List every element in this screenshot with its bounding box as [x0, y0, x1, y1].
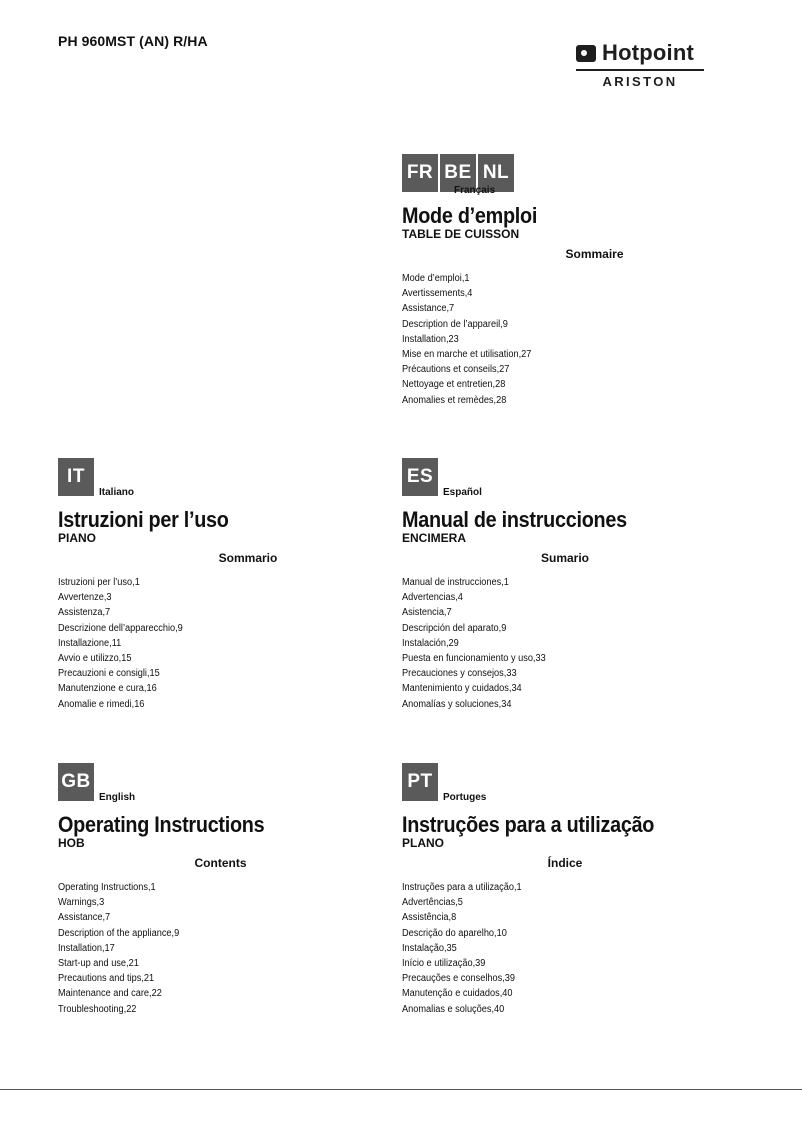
toc-heading: Sommario	[218, 551, 278, 565]
language-code-es: ES	[402, 458, 438, 496]
toc-item: Precauciones y consejos,33	[402, 668, 517, 680]
toc-item: Precauzioni e consigli,15	[58, 668, 160, 680]
section-title: Mode d’emploi	[402, 203, 538, 228]
toc-item: Descrição do aparelho,10	[402, 927, 507, 939]
toc-item: Puesta en funcionamiento y uso,33	[402, 653, 546, 665]
toc-item: Mise en marche et utilisation,27	[402, 349, 532, 361]
toc-item: Descripción del aparato,9	[402, 622, 507, 634]
toc-heading: Índice	[547, 856, 583, 870]
toc-heading: Sommaire	[565, 247, 624, 261]
section-pt	[402, 763, 762, 1017]
toc-list	[402, 880, 762, 1017]
section-title: Istruzioni per l’uso	[58, 507, 229, 532]
language-code-be: BE	[440, 154, 476, 192]
toc-list	[402, 575, 762, 712]
language-codes	[402, 458, 762, 496]
brand-mark-icon	[576, 45, 596, 62]
toc-item: Précautions et conseils,27	[402, 364, 510, 376]
toc-heading: Sumario	[540, 551, 589, 565]
toc-item: Installazione,11	[58, 637, 122, 649]
model-number: PH 960MST (AN) R/HA	[58, 33, 208, 49]
toc-item: Manutenção e cuidados,40	[402, 988, 513, 1000]
toc-item: Manual de instrucciones,1	[402, 577, 509, 588]
bottom-rule	[0, 1089, 802, 1090]
section-it	[58, 458, 418, 712]
toc-item: Instalação,35	[402, 942, 457, 954]
toc-item: Anomalie e rimedi,16	[58, 698, 145, 710]
section-fr	[402, 154, 762, 408]
toc-list	[58, 575, 418, 712]
language-name: Français	[454, 185, 496, 196]
toc-item: Assistência,8	[402, 912, 457, 924]
toc-item: Installation,23	[402, 333, 459, 345]
brand-rule	[576, 69, 704, 71]
language-name: Italiano	[99, 487, 135, 498]
toc-item: Precauções e conselhos,39	[402, 973, 516, 985]
section-subtitle: PIANO	[58, 531, 97, 545]
toc-item: Anomalías y soluciones,34	[402, 698, 512, 710]
toc-item: Precautions and tips,21	[58, 973, 155, 985]
section-title: Operating Instructions	[58, 812, 265, 837]
toc-item: Advertencias,4	[402, 592, 463, 604]
toc-item: Asistencia,7	[402, 607, 452, 619]
language-code-fr: FR	[402, 154, 438, 192]
brand-name: Hotpoint	[602, 40, 695, 65]
toc-item: Assistenza,7	[58, 607, 111, 619]
language-code-nl: NL	[478, 154, 514, 192]
toc-item: Description de l’appareil,9	[402, 318, 508, 330]
section-subtitle: ENCIMERA	[402, 531, 467, 545]
toc-item: Mode d’emploi,1	[402, 273, 470, 284]
toc-list	[58, 880, 418, 1017]
toc-heading: Contents	[194, 856, 247, 870]
section-title: Manual de instrucciones	[402, 507, 627, 532]
language-codes	[402, 763, 762, 801]
toc-item: Manutenzione e cura,16	[58, 683, 157, 695]
section-title: Instruções para a utilização	[402, 812, 655, 837]
language-name: English	[99, 792, 136, 803]
language-codes	[58, 458, 418, 496]
language-code-pt: PT	[402, 763, 438, 801]
toc-item: Avvertenze,3	[58, 592, 112, 604]
language-name: Español	[443, 487, 482, 498]
toc-list	[402, 271, 762, 408]
toc-item: Descrizione dell’apparecchio,9	[58, 622, 183, 634]
toc-item: Assistance,7	[58, 912, 111, 924]
toc-item: Warnings,3	[58, 897, 105, 909]
toc-item: Installation,17	[58, 942, 115, 954]
language-code-gb: GB	[58, 763, 94, 801]
section-gb	[58, 763, 418, 1017]
toc-item: Operating Instructions,1	[58, 882, 156, 893]
section-subtitle: TABLE DE CUISSON	[402, 227, 520, 241]
language-code-it: IT	[58, 458, 94, 496]
toc-item: Avertissements,4	[402, 288, 473, 300]
toc-item: Maintenance and care,22	[58, 988, 162, 1000]
brand-sub: ARISTON	[602, 74, 678, 89]
language-codes	[58, 763, 418, 801]
section-subtitle: HOB	[58, 836, 85, 850]
toc-item: Troubleshooting,22	[58, 1003, 137, 1015]
toc-item: Instruções para a utilização,1	[402, 882, 522, 893]
toc-item: Advertências,5	[402, 897, 463, 909]
brand-logo	[576, 41, 704, 89]
section-subtitle: PLANO	[402, 836, 444, 850]
toc-item: Anomalies et remèdes,28	[402, 394, 507, 406]
toc-item: Assistance,7	[402, 303, 455, 315]
toc-item: Início e utilização,39	[402, 958, 486, 970]
toc-item: Description of the appliance,9	[58, 927, 180, 939]
language-codes	[402, 154, 762, 196]
toc-item: Avvio e utilizzo,15	[58, 653, 132, 665]
toc-item: Mantenimiento y cuidados,34	[402, 683, 522, 695]
toc-item: Istruzioni per l’uso,1	[58, 577, 140, 588]
language-name: Portuges	[443, 792, 487, 803]
toc-item: Anomalias e soluções,40	[402, 1003, 505, 1015]
section-es	[402, 458, 762, 712]
toc-item: Nettoyage et entretien,28	[402, 379, 506, 391]
toc-item: Instalación,29	[402, 637, 459, 649]
toc-item: Start-up and use,21	[58, 958, 139, 970]
